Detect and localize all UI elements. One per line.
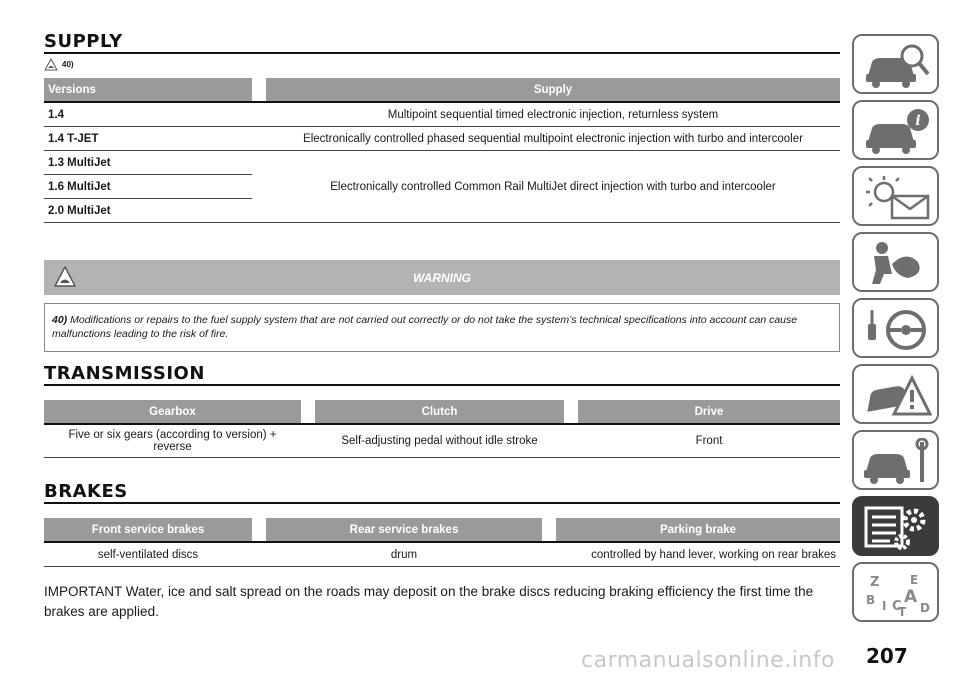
sidebar-item-warning-lights[interactable] <box>852 166 939 226</box>
alphabetical-index-icon <box>862 570 932 616</box>
table-row <box>44 127 840 151</box>
svg-text:T: T <box>898 605 907 616</box>
gearbox-cell: Five or six gears (according to version) + reverse <box>44 423 301 458</box>
page-number: 207 <box>866 644 908 668</box>
front-brakes-cell: self-ventilated discs <box>44 541 252 567</box>
brakes-title: BRAKES <box>44 481 128 502</box>
sidebar-item-starting-driving[interactable] <box>852 298 939 358</box>
svg-text:I: I <box>882 599 887 613</box>
version-cell: 1.3 MultiJet <box>44 151 252 175</box>
sidebar-item-car-info[interactable] <box>852 100 939 160</box>
car-info-icon <box>862 108 932 154</box>
transmission-header-gearbox: Gearbox <box>44 400 301 423</box>
transmission-rule <box>44 384 840 386</box>
supply-table <box>44 78 840 223</box>
version-cell: 1.6 MultiJet <box>44 175 252 199</box>
sidebar-item-maintenance[interactable] <box>852 430 939 490</box>
brakes-header-parking: Parking brake <box>556 518 840 541</box>
supply-reference-label: 40) <box>62 59 74 69</box>
supply-header-versions: Versions <box>44 78 252 101</box>
warning-lights-icon <box>862 174 932 220</box>
transmission-section <box>44 364 840 458</box>
sidebar-item-technical-data[interactable] <box>852 496 939 556</box>
warning-header <box>44 260 840 295</box>
supply-title: SUPPLY <box>44 31 123 52</box>
drive-cell: Front <box>578 423 840 458</box>
transmission-header-drive: Drive <box>578 400 840 423</box>
watermark: carmanualsonline.info <box>581 648 835 673</box>
table-row <box>44 541 840 567</box>
svg-text:A: A <box>904 587 918 607</box>
svg-text:Z: Z <box>870 575 880 590</box>
version-cell: 1.4 T-JET <box>44 127 252 151</box>
car-search-icon <box>862 42 932 88</box>
table-row <box>44 101 840 127</box>
brakes-header-rear: Rear service brakes <box>266 518 542 541</box>
clutch-cell: Self-adjusting pedal without idle stroke <box>315 423 564 458</box>
rear-brakes-cell: drum <box>266 541 542 567</box>
svg-text:B: B <box>866 593 876 607</box>
supply-cell: Electronically controlled phased sequential multipoint electronic injection with turbo and intercooler <box>266 127 840 151</box>
supply-cell: Electronically controlled Common Rail MultiJet direct injection with turbo and intercooler <box>266 151 840 223</box>
sidebar-item-safety[interactable] <box>852 232 939 292</box>
supply-section <box>44 32 840 223</box>
warning-triangle-icon <box>44 58 58 71</box>
brakes-header-front: Front service brakes <box>44 518 252 541</box>
warning-text: Modifications or repairs to the fuel supply system that are not carried out correctly or do not take the system’s technical specifications into account can cause malfunctions leading to the risk of fire. <box>52 314 798 340</box>
transmission-header-clutch: Clutch <box>315 400 564 423</box>
version-cell: 2.0 MultiJet <box>44 199 252 223</box>
brakes-rule <box>44 502 840 504</box>
brakes-section <box>44 482 840 567</box>
sidebar-item-index[interactable] <box>852 562 939 622</box>
version-cell: 1.4 <box>44 101 252 127</box>
svg-text:E: E <box>910 573 919 587</box>
transmission-title: TRANSMISSION <box>44 363 205 384</box>
transmission-table <box>44 400 840 458</box>
brakes-table <box>44 518 840 567</box>
parking-brake-cell: controlled by hand lever, working on rear brakes <box>556 541 840 567</box>
svg-text:C: C <box>892 599 902 614</box>
table-row <box>44 423 840 458</box>
supply-cell: Multipoint sequential timed electronic injection, returnless system <box>266 101 840 127</box>
supply-reference <box>44 56 840 72</box>
warning-box <box>44 260 840 352</box>
car-emergency-icon <box>862 372 932 418</box>
supply-header-supply: Supply <box>266 78 840 101</box>
technical-data-icon <box>862 504 932 550</box>
sidebar-item-car-search[interactable] <box>852 34 939 94</box>
table-row <box>44 151 840 175</box>
car-maintenance-icon <box>862 438 932 484</box>
important-note: IMPORTANT Water, ice and salt spread on the roads may deposit on the brake discs reducing braking efficiency the first time the brakes are applied. <box>44 584 814 619</box>
sidebar-item-emergency[interactable] <box>852 364 939 424</box>
supply-rule <box>44 52 840 54</box>
svg-text:i: i <box>915 113 921 129</box>
key-steering-wheel-icon <box>862 306 932 352</box>
safety-airbag-icon <box>862 240 932 286</box>
warning-title: WARNING <box>413 271 471 285</box>
warning-reference: 40) <box>52 314 68 326</box>
svg-text:D: D <box>920 601 930 615</box>
warning-body <box>44 303 840 352</box>
